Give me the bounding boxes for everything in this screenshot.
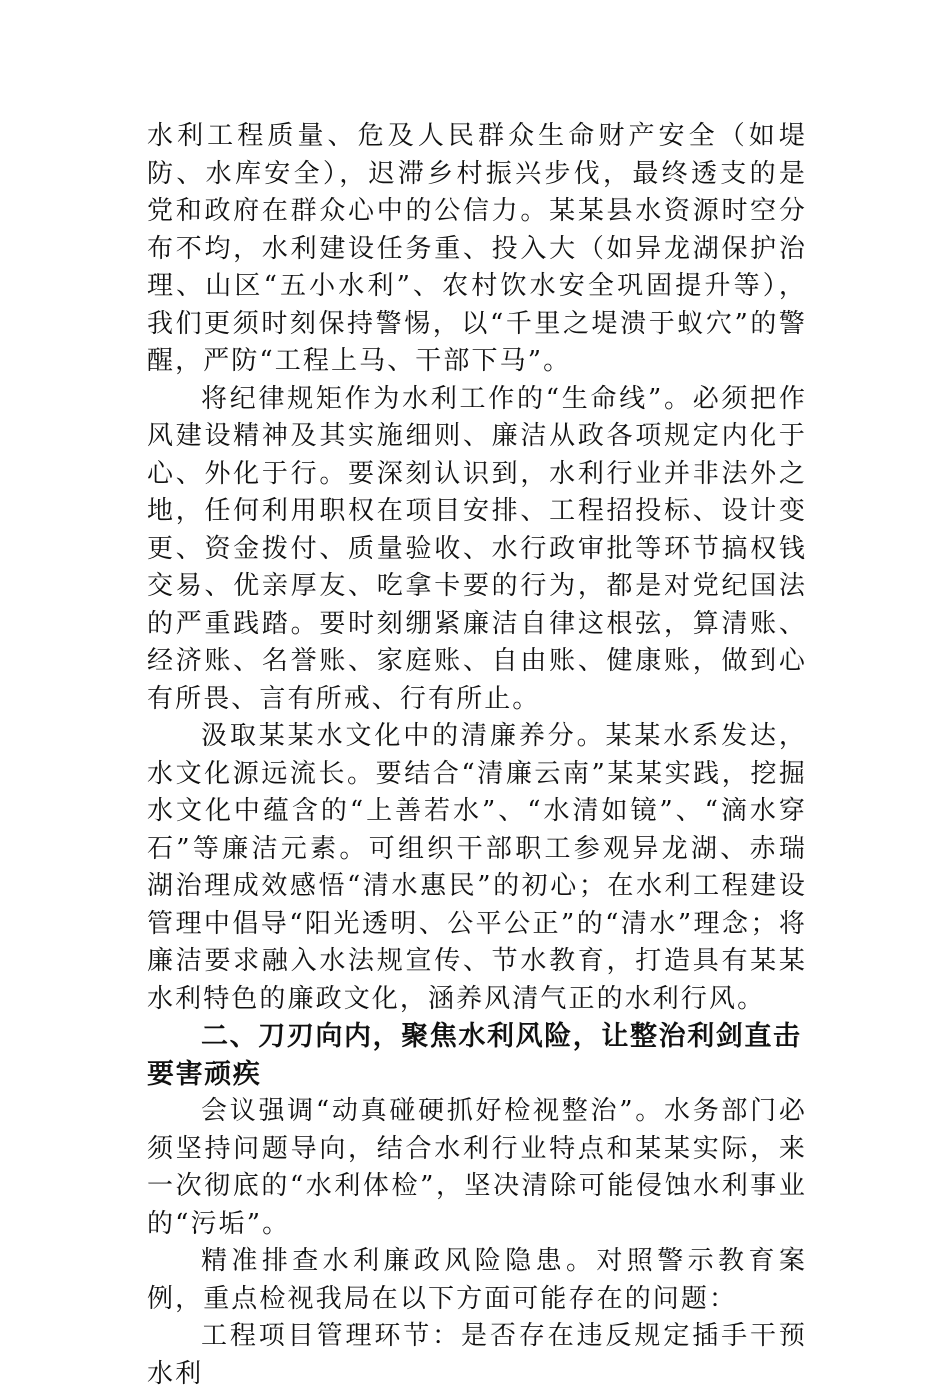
document-body (147, 118, 807, 1393)
paragraph: 将纪律规矩作为水利工作的“生命线”。必须把作风建设精神及其实施细则、廉洁从政各项规定内化于心、外化于行。要深刻认识到，水利行业并非法外之地，任何利用职权在项目安排、工程招投标、设计变更、资金拨付、质量验收、水行政审批等环节搞权钱交易、优亲厚友、吃拿卡要的行为，都是对党纪国法的严重践踏。要时刻绷紧廉洁自律这根弦，算清账、经济账、名誉账、家庭账、自由账、健康账，做到心有所畏、言有所戒、行有所止。 (147, 383, 807, 714)
paragraph: 精准排查水利廉政风险隐患。对照警示教育案例，重点检视我局在以下方面可能存在的问题： (147, 1246, 807, 1314)
paragraph: 工程项目管理环节：是否存在违反规定插手干预水利 (147, 1321, 807, 1389)
paragraph: 汲取某某水文化中的清廉养分。某某水系发达，水文化源远流长。要结合“清廉云南”某某实践，挖掘水文化中蕴含的“上善若水”、“水清如镜”、“滴水穿石”等廉洁元素。可组织干部职工参观异龙湖、赤瑞湖治理成效感悟“清水惠民”的初心；在水利工程建设管理中倡导“阳光透明、公平公正”的“清水”理念；将廉洁要求融入水法规宣传、节水教育，打造具有某某水利特色的廉政文化，涵养风清气正的水利行风。 (147, 721, 808, 1014)
paragraph: 会议强调“动真碰硬抓好检视整治”。水务部门必须坚持问题导向，结合水利行业特点和某某实际，来一次彻底的“水利体检”，坚决清除可能侵蚀水利事业的“污垢”。 (147, 1096, 807, 1239)
section-heading: 二、刀刃向内，聚焦水利风险，让整治利剑直击要害顽疾 (147, 1021, 802, 1090)
paragraph: 水利工程质量、危及人民群众生命财产安全（如堤防、水库安全），迟滞乡村振兴步伐，最终透支的是党和政府在群众心中的公信力。某某县水资源时空分布不均，水利建设任务重、投入大（如异龙湖保护治理、山区“五小水利”、农村饮水安全巩固提升等），我们更须时刻保持警惕，以“千里之堤溃于蚁穴”的警醒，严防“工程上马、干部下马”。 (147, 121, 808, 376)
